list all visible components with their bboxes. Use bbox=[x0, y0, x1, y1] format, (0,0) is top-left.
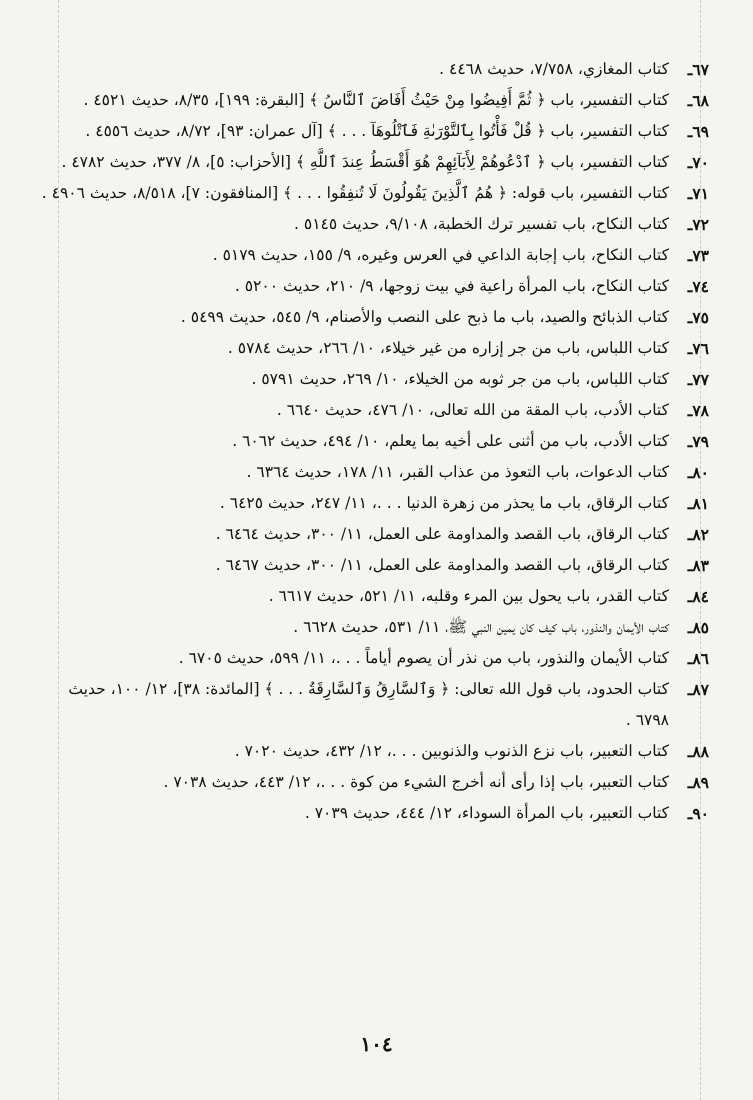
list-item bbox=[40, 426, 709, 457]
list-item bbox=[40, 85, 709, 116]
entry-text: كتاب الرقاق، باب القصد والمداومة على العمل، ١١/ ٣٠٠، حديث ٦٤٦٤ . bbox=[215, 525, 669, 543]
entry-text: كتاب الأدب، باب المقة من الله تعالى، ١٠/ ٤٧٦، حديث ٦٦٤٠ . bbox=[276, 401, 669, 419]
entry-number: ٨١ـ bbox=[687, 494, 709, 513]
entry-number: ٦٨ـ bbox=[687, 91, 709, 110]
entry-number: ٧٢ـ bbox=[687, 215, 709, 234]
list-item bbox=[40, 178, 709, 209]
entry-text: كتاب الأيمان والنذور، باب كيف كان يمين النبي ﷺ، ١١/ ٥٣١، حديث ٦٦٢٨ . bbox=[293, 618, 669, 636]
list-item bbox=[40, 612, 709, 643]
list-item bbox=[40, 116, 709, 147]
list-item bbox=[40, 581, 709, 612]
entry-number: ٨٣ـ bbox=[687, 556, 709, 575]
list-item bbox=[40, 674, 709, 736]
entry-number: ٨٩ـ bbox=[687, 773, 709, 792]
list-item bbox=[40, 54, 709, 85]
list-item bbox=[40, 240, 709, 271]
entry-number: ٧٩ـ bbox=[687, 432, 709, 451]
list-item bbox=[40, 798, 709, 829]
entry-number: ٦٧ـ bbox=[687, 60, 709, 79]
entry-text: كتاب الذبائح والصيد، باب ما ذبح على النصب والأصنام، ٩/ ٥٤٥، حديث ٥٤٩٩ . bbox=[180, 308, 669, 326]
list-item bbox=[40, 147, 709, 178]
list-item bbox=[40, 209, 709, 240]
entry-number: ٨٥ـ bbox=[687, 618, 709, 637]
entry-text: كتاب التفسير، باب ﴿ ثُمَّ أَفِيضُوا مِنْ حَيْثُ أَفَاضَ ٱلنَّاسُ ﴾ [البقرة: ١٩٩]، ٨/٣٥، حديث ٤٥٢١ . bbox=[83, 91, 669, 109]
list-item bbox=[40, 333, 709, 364]
list-item bbox=[40, 488, 709, 519]
entry-number: ٧١ـ bbox=[687, 184, 709, 203]
list-item bbox=[40, 643, 709, 674]
list-item bbox=[40, 736, 709, 767]
list-item bbox=[40, 395, 709, 426]
entry-number: ٧٣ـ bbox=[687, 246, 709, 265]
entry-text: كتاب الأدب، باب من أثنى على أخيه بما يعلم، ١٠/ ٤٩٤، حديث ٦٠٦٢ . bbox=[232, 432, 669, 450]
entry-text: كتاب اللباس، باب من جر إزاره من غير خيلاء، ١٠/ ٢٦٦، حديث ٥٧٨٤ . bbox=[227, 339, 669, 357]
entry-text: كتاب النكاح، باب إجابة الداعي في العرس وغيره، ٩/ ١٥٥، حديث ٥١٧٩ . bbox=[212, 246, 669, 264]
entry-number: ٧٤ـ bbox=[687, 277, 709, 296]
list-item bbox=[40, 767, 709, 798]
entry-number: ٨٠ـ bbox=[687, 463, 709, 482]
list-item bbox=[40, 364, 709, 395]
entry-text: كتاب الحدود، باب قول الله تعالى: ﴿ وَٱلسَّارِقُ وَٱلسَّارِقَةُ . . . ﴾ [المائدة: ٣٨]، ١٢/ ١٠٠، حديث ٦٧٩٨ . bbox=[68, 680, 669, 729]
entry-text: كتاب النكاح، باب تفسير ترك الخطبة، ٩/١٠٨، حديث ٥١٤٥ . bbox=[294, 215, 669, 233]
entry-number: ٧٥ـ bbox=[687, 308, 709, 327]
entry-number: ٨٤ـ bbox=[687, 587, 709, 606]
page-number: ١٠٤ bbox=[360, 1032, 393, 1056]
entry-text: كتاب الدعوات، باب التعوذ من عذاب القبر، ١١/ ١٧٨، حديث ٦٣٦٤ . bbox=[246, 463, 669, 481]
entry-number: ٧٦ـ bbox=[687, 339, 709, 358]
entry-number: ٧٠ـ bbox=[687, 153, 709, 172]
entry-number: ٨٢ـ bbox=[687, 525, 709, 544]
entry-text: كتاب المغازي، ٧/٧٥٨، حديث ٤٤٦٨ . bbox=[439, 60, 669, 78]
entry-text: كتاب الرقاق، باب القصد والمداومة على العمل، ١١/ ٣٠٠، حديث ٦٤٦٧ . bbox=[215, 556, 669, 574]
entry-text: كتاب التعبير، باب المرأة السوداء، ١٢/ ٤٤٤، حديث ٧٠٣٩ . bbox=[304, 804, 669, 822]
entry-text: كتاب اللباس، باب من جر ثوبه من الخيلاء، ١٠/ ٢٦٩، حديث ٥٧٩١ . bbox=[251, 370, 669, 388]
entry-text: كتاب التفسير، باب قوله: ﴿ هُمُ ٱلَّذِينَ يَقُولُونَ لَا تُنفِقُوا . . . ﴾ [المنافقون: ٧]، ٨/٥١٨، حديث ٤٩٠٦ . bbox=[41, 184, 669, 202]
list-item bbox=[40, 302, 709, 333]
entry-number: ٨٧ـ bbox=[687, 680, 709, 699]
entry-text: كتاب القدر، باب يحول بين المرء وقلبه، ١١/ ٥٢١، حديث ٦٦١٧ . bbox=[268, 587, 669, 605]
entry-number: ٧٨ـ bbox=[687, 401, 709, 420]
entry-number: ٦٩ـ bbox=[687, 122, 709, 141]
entry-text: كتاب الأيمان والنذور، باب من نذر أن يصوم أياماً . . .، ١١/ ٥٩٩، حديث ٦٧٠٥ . bbox=[178, 649, 669, 667]
entry-text: كتاب التفسير، باب ﴿ ٱدْعُوهُمْ لِأَبَآئِهِمْ هُوَ أَقْسَطُ عِندَ ٱللَّهِ ﴾ [الأحزاب: ٥]، ٨/ ٣٧٧، حديث ٤٧٨٢ . bbox=[61, 153, 669, 171]
entry-text: كتاب الرقاق، باب ما يحذر من زهرة الدنيا . . .، ١١/ ٢٤٧، حديث ٦٤٢٥ . bbox=[219, 494, 669, 512]
entry-text: كتاب التعبير، باب نزع الذنوب والذنوبين . . .، ١٢/ ٤٣٢، حديث ٧٠٢٠ . bbox=[234, 742, 669, 760]
entry-number: ٨٦ـ bbox=[687, 649, 709, 668]
entry-text: كتاب التعبير، باب إذا رأى أنه أخرج الشيء من كوة . . .، ١٢/ ٤٤٣، حديث ٧٠٣٨ . bbox=[163, 773, 669, 791]
entry-number: ٨٨ـ bbox=[687, 742, 709, 761]
entry-number: ٩٠ـ bbox=[687, 804, 709, 823]
entry-text: كتاب التفسير، باب ﴿ قُلْ فَأْتُوا بِٱلتَّوْرَىٰةِ فَٱتْلُوهَآ . . . ﴾ [آل عمران: ٩٣]، ٨/٧٢، حديث ٤٥٥٦ . bbox=[85, 122, 669, 140]
list-item bbox=[40, 457, 709, 488]
entry-number: ٧٧ـ bbox=[687, 370, 709, 389]
entry-text: كتاب النكاح، باب المرأة راعية في بيت زوجها، ٩/ ٢١٠، حديث ٥٢٠٠ . bbox=[234, 277, 669, 295]
list-item bbox=[40, 550, 709, 581]
list-item bbox=[40, 519, 709, 550]
list-item bbox=[40, 271, 709, 302]
